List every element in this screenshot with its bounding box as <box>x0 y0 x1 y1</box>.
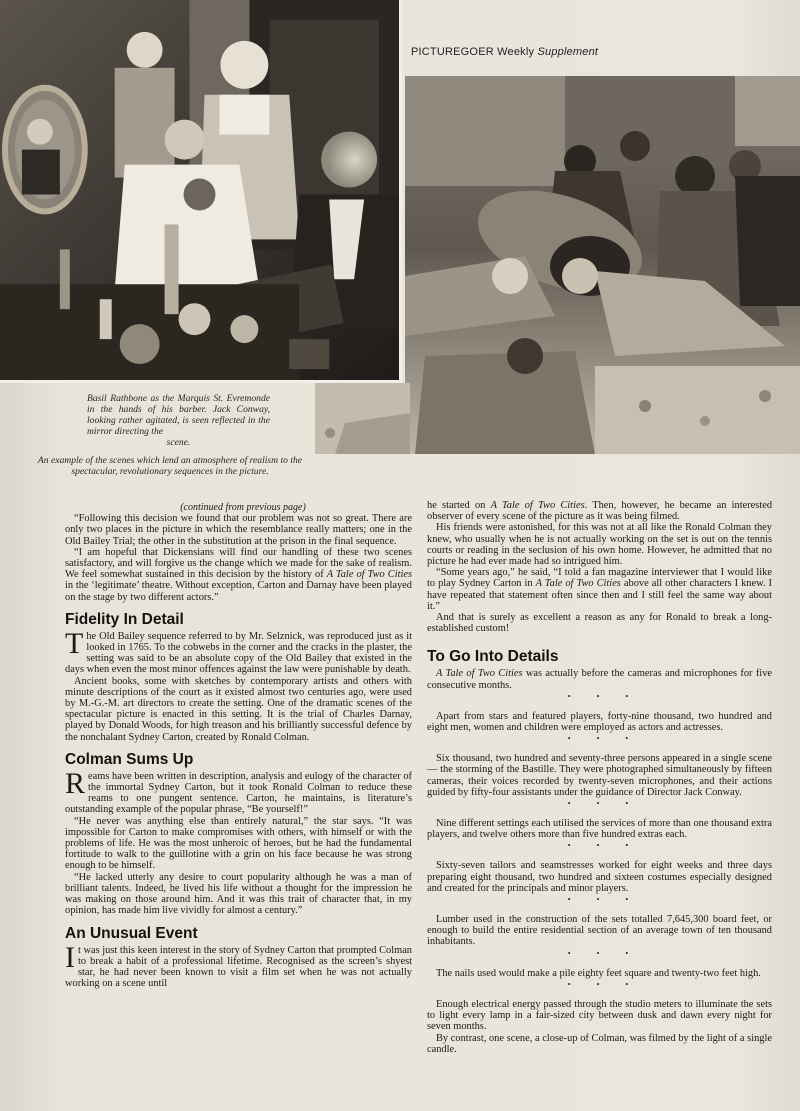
heading-fidelity: Fidelity In Detail <box>65 610 184 628</box>
details-paragraph-2: Apart from stars and featured players, forty-nine thousand, two hundred and eight men, women and children were employed as actors and actresses. <box>427 710 772 734</box>
intro-2-a: “I am hopeful that Dickensians will find our handling of these two scenes satisfactory, and will forgive us the change which we made for the sake of realism. We feel somewhat sustained in this decision by the history of <box>65 546 412 581</box>
details-paragraph-5: Sixty-seven tailors and seamstresses worked for eight weeks and three days preparing eight thousand, two hundred and sixteen costumes especially designed and created for the principals and minor players. <box>427 860 772 894</box>
event-paragraph-1 <box>65 940 412 990</box>
heading-colman: Colman Sums Up <box>65 750 194 768</box>
heading-event: An Unusual Event <box>65 924 198 942</box>
details-paragraph-9: By contrast, one scene, a close-up of Colman, was filmed by the light of a single candle. <box>427 1032 772 1055</box>
right-paragraph-1 <box>427 500 772 522</box>
right-paragraph-2: His friends were astonished, for this was not at all like the Ronald Colman they knew, who usually when he is not actually working on the set is out on the tennis courts or reading in the seclusion of his own home. However, he admitted that no picture he had ever made had so intrigued him. <box>427 522 772 568</box>
intro-2-b: in the ‘legitimate’ theatre. Without exception, Carton and Darnay have been played on the stage by two different actors.” <box>65 580 412 603</box>
details-paragraph-8: Enough electrical energy passed through the studio meters to illuminate the sets to light every lamp in a fair-sized city between dusk and dawn every night for seven months. <box>427 998 772 1033</box>
dropcap-t: T <box>65 626 84 660</box>
colman-1-text: eams have been written in description, analysis and eulogy of the character of the immortal Sydney Carton, but it took Ronald Colman to reduce these reams to one pungent sentence. Carton, he maintains, is literature’s outstanding example of the popular phrase, “Be yourself!” <box>65 770 412 816</box>
intro-paragraph-2 <box>65 547 412 603</box>
right-3-a: “Some years ago,” he said, “I told a fan magazine interviewer that I would like to play Sydney Carton in <box>427 567 772 590</box>
separator-stars-7: • • • <box>567 979 641 989</box>
separator-stars-3: • • • <box>567 799 641 809</box>
right-1-a: he started on <box>427 500 491 511</box>
separator-stars-4: • • • <box>567 841 641 851</box>
article-column-left <box>65 502 412 989</box>
right-3-b: above all other characters I knew. I have repeated that statement often since then and I still feel the same way about it.” <box>427 578 773 612</box>
caption-1-end: scene. <box>166 437 191 448</box>
separator-stars-6: • • • <box>567 948 641 958</box>
colman-paragraph-1 <box>65 766 412 816</box>
supplement-header <box>411 46 791 58</box>
heading-details: To Go Into Details <box>427 648 559 666</box>
right-1-title: A Tale of Two Cities <box>490 500 585 511</box>
photo-barber-scene <box>0 0 402 383</box>
right-3-title: A Tale of Two Cities <box>535 578 621 590</box>
separator-stars-2: • • • <box>567 734 641 744</box>
details-1-title: A Tale of Two Cities <box>436 668 523 680</box>
photo-revolutionary-crowd <box>405 76 800 454</box>
caption-barber-scene <box>87 393 270 448</box>
dropcap-i: I <box>65 940 75 974</box>
caption-1-text: Basil Rathbone as the Marquis St. Evremonde in the hands of his barber. Jack Conway, looking rather agitated, is seen reflected in the mirror directing the <box>87 393 270 437</box>
details-paragraph-3: Six thousand, two hundred and seventy-three persons appeared in a single scene— the storming of the Bastille. They were photographed simultaneously by fifteen cameras, their voices recorded by twenty-seven microphones, and their actions guided by fifty-four assistants under the guidance of Director Jack Conway. <box>427 753 772 798</box>
intro-2-title: A Tale of Two Cities <box>326 569 413 581</box>
colman-paragraph-3: “He lacked utterly any desire to court popularity although he was a man of brilliant talents. Indeed, he lived his life without a thought for the impression he was making on those around him. And it was this trait of character that, in my opinion, has made him live vividly for almost a century.” <box>65 871 412 917</box>
right-paragraph-3 <box>427 567 772 612</box>
details-paragraph-4: Nine different settings each utilised the services of more than one thousand extra players, and twelve others more than five hundred extras each. <box>427 818 772 841</box>
details-paragraph-1 <box>427 668 772 690</box>
publication-name: PICTUREGOER Weekly <box>411 46 535 58</box>
right-1-b: . Then, however, he became an interested observer of every scene of the picture as it was being filmed. <box>427 500 773 523</box>
event-1-text: t was just this keen interest in the story of Sydney Carton that prompted Colman to break a habit of a professional lifetime. Recognised as the screen’s shyest star, he had never been known to visit a film set when he was not actually working on a scene until <box>65 944 412 990</box>
separator-stars-1: • • • <box>567 691 641 701</box>
supplement-label: Supplement <box>537 46 599 58</box>
article-column-right <box>427 500 772 1055</box>
separator-stars-5: • • • <box>567 895 641 905</box>
fidelity-paragraph-1 <box>65 626 412 676</box>
dropcap-r: R <box>65 766 86 800</box>
details-1-b: was actually before the cameras and microphones for five consecutive months. <box>427 668 772 691</box>
right-paragraph-4: And that is surely as excellent a reason as any for Ronald to break a long-established custom! <box>427 612 772 635</box>
fidelity-paragraph-2: Ancient books, some with sketches by contemporary artists and others with minute descriptions of the court as it existed almost two centuries ago, were used by M.-G.-M. art directors to create the setting. One of the dramatic scenes of the spectacular picture is enacted in this setting. It is the trial of Charles Darnay, played by Donald Woods, for high treason and his brilliantly successful defence by the nonchalant Sydney Carton, created by Ronald Colman. <box>65 675 412 743</box>
fidelity-1-text: he Old Bailey sequence referred to by Mr. Selznick, was reproduced just as it looked in 1765. To the cobwebs in the corner and the cracks in the plaster, the setting was said to be an absolute copy of the Old Bailey that existed in the days when even the most minor offences against the law were punishable by death. <box>65 630 412 676</box>
colman-paragraph-2: “He never was anything else than entirely natural,” the star says. “It was impossible for Carton to make compromises with others, with himself or with the problems of life. He was the most unheroic of heroes, but he had the fundamental fortitude to walk to the guillotine with a grin on his face because he was strong enough to be himself. <box>65 815 412 872</box>
continued-note: (continued from previous page) <box>180 502 306 513</box>
details-paragraph-6: Lumber used in the construction of the sets totalled 7,645,300 board feet, or enough to build the entire residential section of an average town of ten thousand inhabitants. <box>427 914 772 948</box>
photo-crowd-extension <box>315 383 410 454</box>
details-paragraph-7: The nails used would make a pile eighty feet square and twenty-two feet high. <box>436 967 761 979</box>
intro-paragraph-1: “Following this decision we found that our problem was not so great. There are only two places in the picture in which the resemblance really matters; one in the Old Bailey Trial; the other in the substitution at the prison in the final sequence. <box>65 513 412 547</box>
caption-crowd-scene: An example of the scenes which lend an atmosphere of realism to the spectacular, revolutionary sequences in the picture. <box>37 455 303 477</box>
